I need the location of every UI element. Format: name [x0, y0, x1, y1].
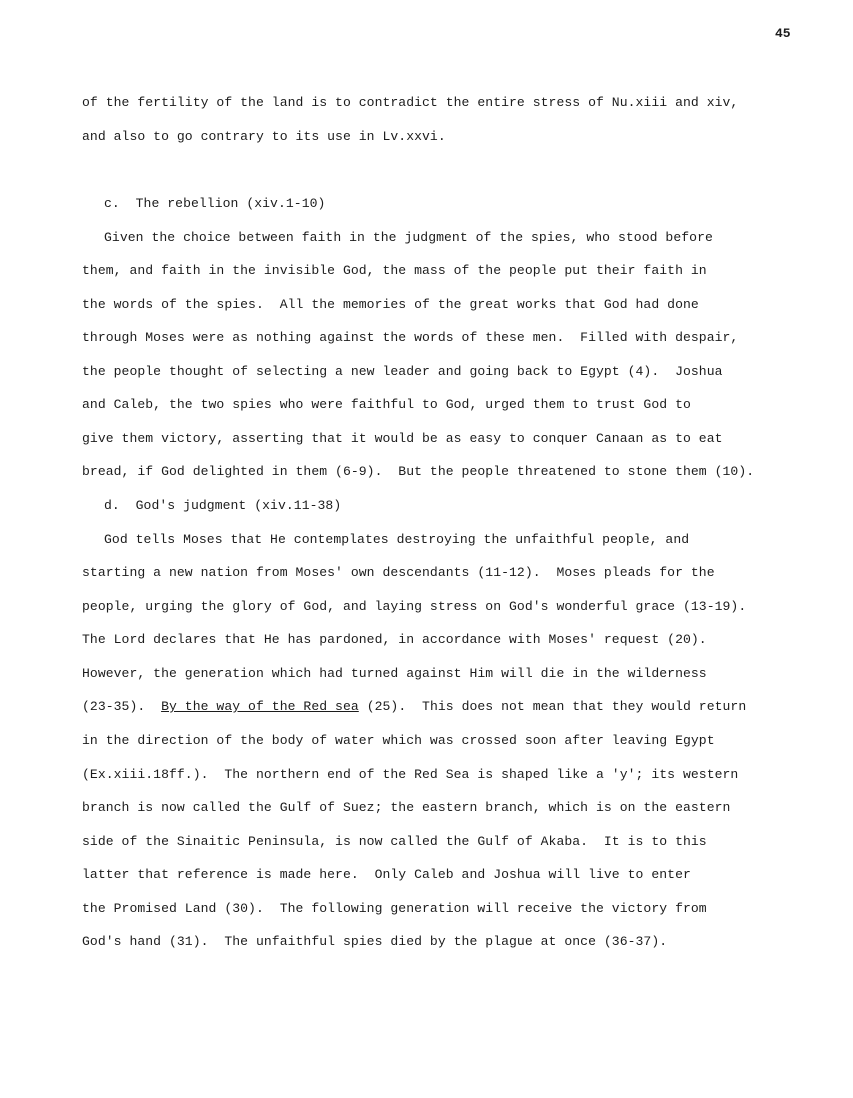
text-line: the words of the spies. All the memories of the great works that God had done — [82, 297, 699, 312]
text-line: God's hand (31). The unfaithful spies died by the plague at once (36-37). — [82, 934, 668, 949]
text-line: in the direction of the body of water which was crossed soon after leaving Egypt — [82, 733, 715, 748]
line-suffix: (25). This does not mean that they would return — [358, 699, 747, 714]
text-line: bread, if God delighted in them (6-9). But the people threatened to stone them (10). — [82, 464, 755, 479]
underlined-phrase: By the way of the Red sea — [161, 699, 359, 714]
text-line: (Ex.xiii.18ff.). The northern end of the Red Sea is shaped like a 'y'; its western — [82, 767, 739, 782]
text-line: of the fertility of the land is to contradict the entire stress of Nu.xiii and xiv, — [82, 95, 739, 110]
text-line: God tells Moses that He contemplates destroying the unfaithful people, and — [104, 532, 690, 547]
text-line: The Lord declares that He has pardoned, in accordance with Moses' request (20). — [82, 632, 707, 647]
text-line: through Moses were as nothing against the words of these men. Filled with despair, — [82, 330, 739, 345]
text-line: latter that reference is made here. Only Caleb and Joshua will live to enter — [82, 867, 691, 882]
text-line: side of the Sinaitic Peninsula, is now called the Gulf of Akaba. It is to this — [82, 834, 707, 849]
text-line: However, the generation which had turned against Him will die in the wilderness — [82, 666, 707, 681]
text-line: the Promised Land (30). The following generation will receive the victory from — [82, 901, 707, 916]
text-line: branch is now called the Gulf of Suez; the eastern branch, which is on the eastern — [82, 800, 731, 815]
text-line: starting a new nation from Moses' own descendants (11-12). Moses pleads for the — [82, 565, 715, 580]
section-d-heading: d. God's judgment (xiv.11-38) — [104, 498, 342, 513]
text-line: and also to go contrary to its use in Lv.xxvi. — [82, 129, 446, 144]
text-line: Given the choice between faith in the judgment of the spies, who stood before — [104, 230, 713, 245]
section-c-heading: c. The rebellion (xiv.1-10) — [104, 196, 326, 211]
text-line: the people thought of selecting a new leader and going back to Egypt (4). Joshua — [82, 364, 723, 379]
line-prefix: (23-35). — [82, 699, 162, 714]
text-line: people, urging the glory of God, and laying stress on God's wonderful grace (13-19). — [82, 599, 747, 614]
text-line: them, and faith in the invisible God, the mass of the people put their faith in — [82, 263, 707, 278]
text-line-with-underline — [82, 699, 746, 715]
text-line: give them victory, asserting that it would be as easy to conquer Canaan as to eat — [82, 431, 723, 446]
text-line: and Caleb, the two spies who were faithful to God, urged them to trust God to — [82, 397, 691, 412]
page-number: 45 — [775, 26, 791, 41]
